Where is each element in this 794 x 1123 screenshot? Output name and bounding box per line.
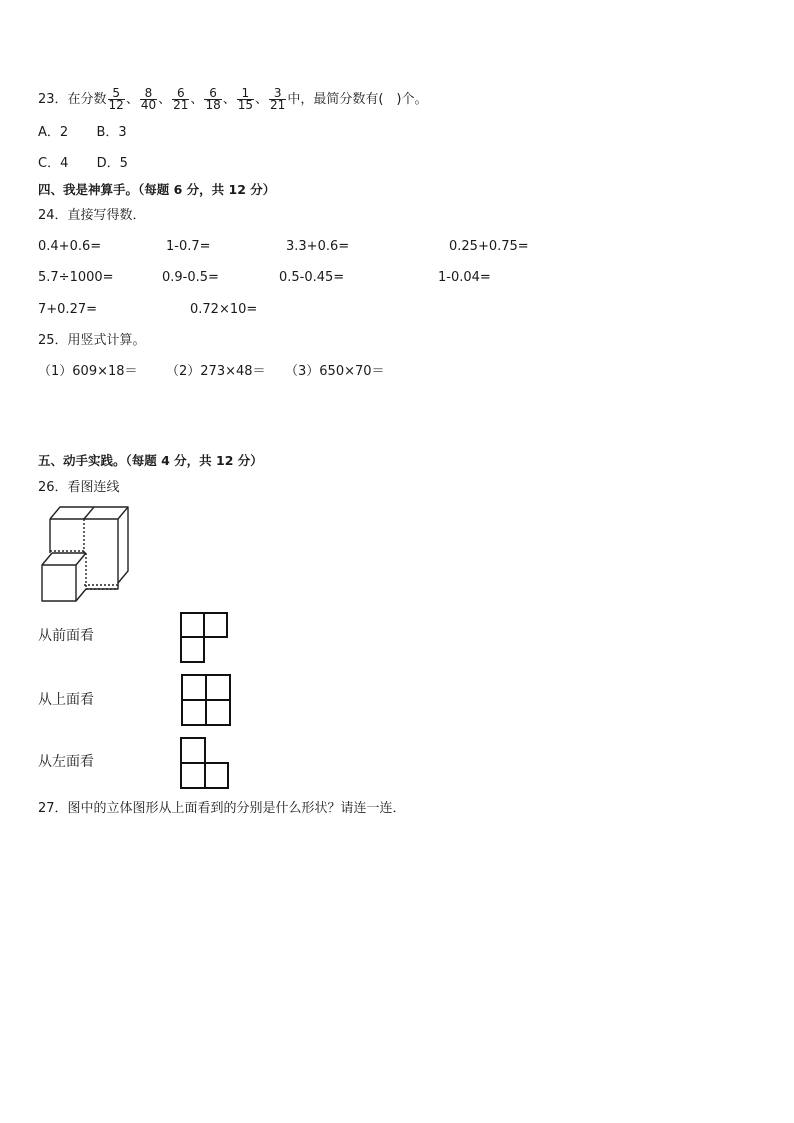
fraction-denominator: 18 (205, 98, 221, 112)
section-4-title: 四、我是神算手。（每题 6 分，共 12 分） (38, 182, 276, 197)
view-shape-l-bottom (180, 737, 229, 789)
fraction-denominator: 21 (270, 98, 286, 112)
fraction-separator: 、 (222, 92, 236, 107)
option-b: B．3 (96, 125, 127, 140)
question-26-title: 26．看图连线 (38, 480, 120, 495)
calc-item: 0.9-0.5= (162, 270, 219, 285)
fraction-separator: 、 (255, 92, 269, 107)
question-25-title: 25．用竖式计算。 (38, 333, 146, 348)
fraction-denominator: 15 (237, 98, 254, 112)
calc-item: 1-0.04= (438, 270, 491, 285)
view-shape-l-top (180, 612, 228, 664)
view-label-left: 从左面看 (38, 754, 94, 770)
fraction-numerator: 1 (237, 88, 254, 100)
question-23-options-row-1 (38, 124, 127, 142)
calc-item: 0.25+0.75= (449, 239, 529, 254)
fraction-separator: 、 (125, 92, 139, 107)
calc-item: 3.3+0.6= (286, 239, 350, 254)
cube-stack-figure (38, 505, 130, 603)
question-23-options-row-2 (38, 155, 128, 173)
question-24-title: 24．直接写得数． (38, 208, 146, 223)
vertical-calc-item: （1）609×18＝ (38, 364, 138, 379)
calc-item: 7+0.27= (38, 302, 98, 317)
fraction-numerator: 3 (269, 88, 286, 100)
view-shape-square-grid (181, 674, 231, 726)
view-label-top: 从上面看 (38, 692, 94, 708)
calc-item: 5.7÷1000= (38, 270, 114, 285)
fraction-denominator: 21 (173, 98, 189, 112)
fraction-numerator: 6 (204, 88, 221, 100)
vertical-calc-item: （2）273×48＝ (166, 364, 266, 379)
option-c: C．4 (38, 156, 69, 171)
question-23-fractions (107, 86, 288, 112)
fraction-numerator: 5 (108, 88, 125, 100)
view-label-front: 从前面看 (38, 628, 94, 644)
fraction (172, 88, 189, 111)
fraction (140, 88, 157, 111)
vertical-calc-item: （3）650×70＝ (285, 364, 385, 379)
fraction-denominator: 40 (140, 98, 157, 112)
calc-item: 0.5-0.45= (279, 270, 345, 285)
fraction (204, 88, 221, 111)
fraction (237, 88, 254, 111)
calc-item: 0.72×10= (190, 302, 258, 317)
question-23-suffix: 中，最简分数有( )个。 (287, 92, 428, 107)
question-23-stem (38, 88, 427, 111)
fraction-numerator: 6 (172, 88, 189, 100)
fraction-separator: 、 (158, 92, 172, 107)
fraction (269, 88, 286, 111)
option-d: D．5 (96, 156, 128, 171)
section-5-title: 五、动手实践。（每题 4 分，共 12 分） (38, 453, 263, 468)
calc-item: 0.4+0.6= (38, 239, 102, 254)
fraction-numerator: 8 (140, 88, 157, 100)
fraction-denominator: 12 (108, 98, 124, 112)
calc-item: 1-0.7= (166, 239, 211, 254)
question-27-title: 27．图中的立体图形从上面看到的分别是什么形状？请连一连． (38, 801, 406, 816)
fraction (108, 88, 125, 111)
question-23-prefix: 23．在分数 (38, 92, 107, 107)
fraction-separator: 、 (190, 92, 204, 107)
option-a: A．2 (38, 125, 69, 140)
